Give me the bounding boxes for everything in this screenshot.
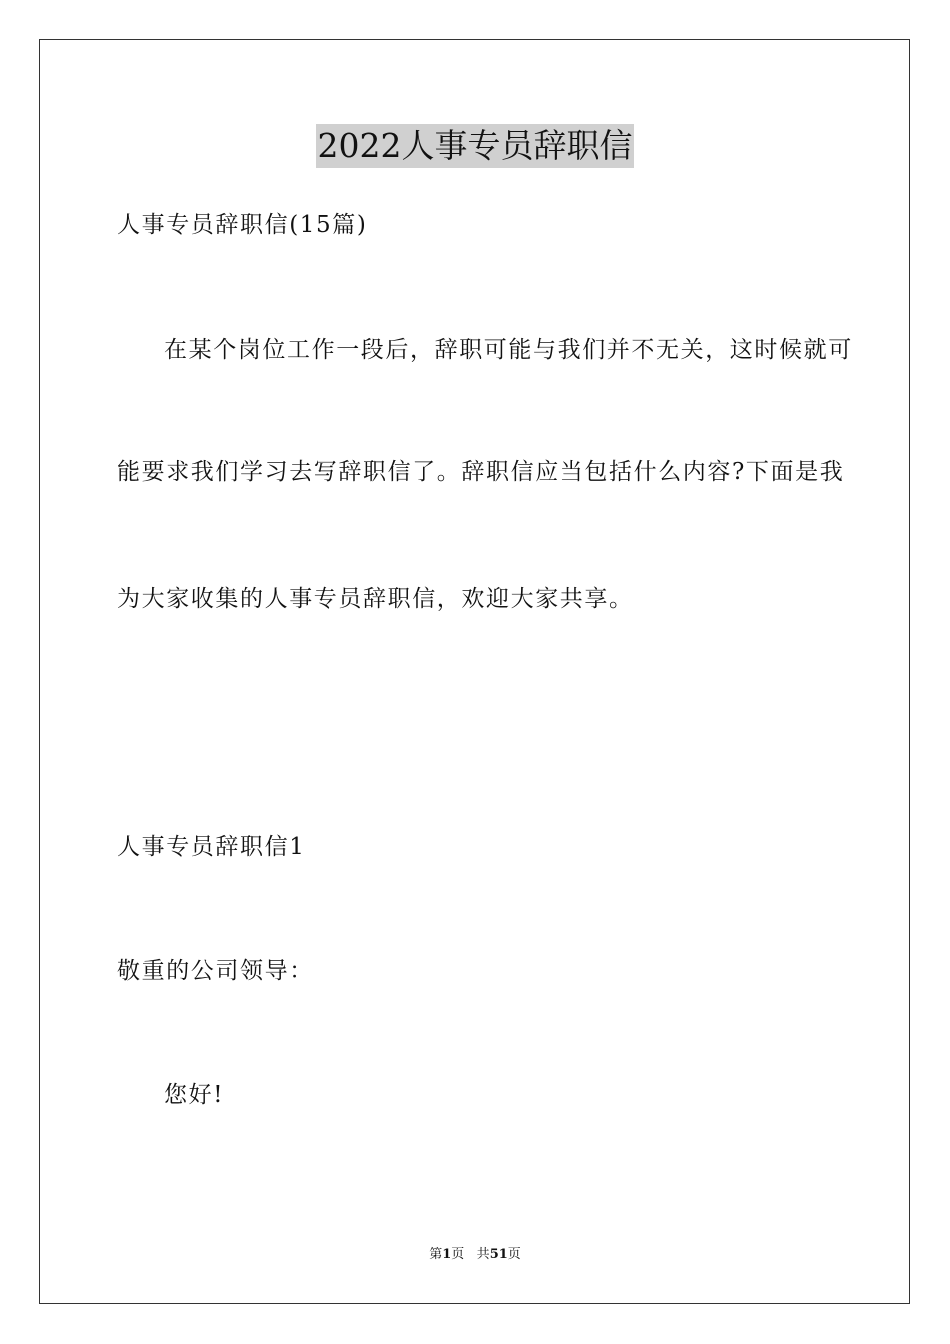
intro-paragraph-line-3: 为大家收集的人事专员辞职信，欢迎大家共享。 (117, 586, 634, 612)
footer-page-suffix: 页 (451, 1247, 465, 1262)
greeting: 您好! (164, 1082, 225, 1108)
intro-paragraph-line-1: 在某个岗位工作一段后，辞职可能与我们并不无关，这时候就可 (164, 337, 853, 363)
document-subtitle: 人事专员辞职信(15篇) (117, 212, 368, 238)
intro-paragraph-line-2: 能要求我们学习去写辞职信了。辞职信应当包括什么内容?下面是我 (117, 459, 845, 485)
title-container (0, 124, 950, 168)
footer-total-prefix: 共 (476, 1247, 490, 1262)
footer-total-pages: 51 (489, 1247, 508, 1262)
document-title: 2022人事专员辞职信 (316, 124, 635, 168)
footer-total-suffix: 页 (507, 1247, 521, 1262)
section-heading: 人事专员辞职信1 (117, 834, 306, 860)
footer-page-number: 1 (442, 1247, 452, 1262)
page-footer (0, 1246, 950, 1264)
salutation: 敬重的公司领导： (117, 958, 314, 984)
footer-page-prefix: 第 (429, 1247, 443, 1262)
